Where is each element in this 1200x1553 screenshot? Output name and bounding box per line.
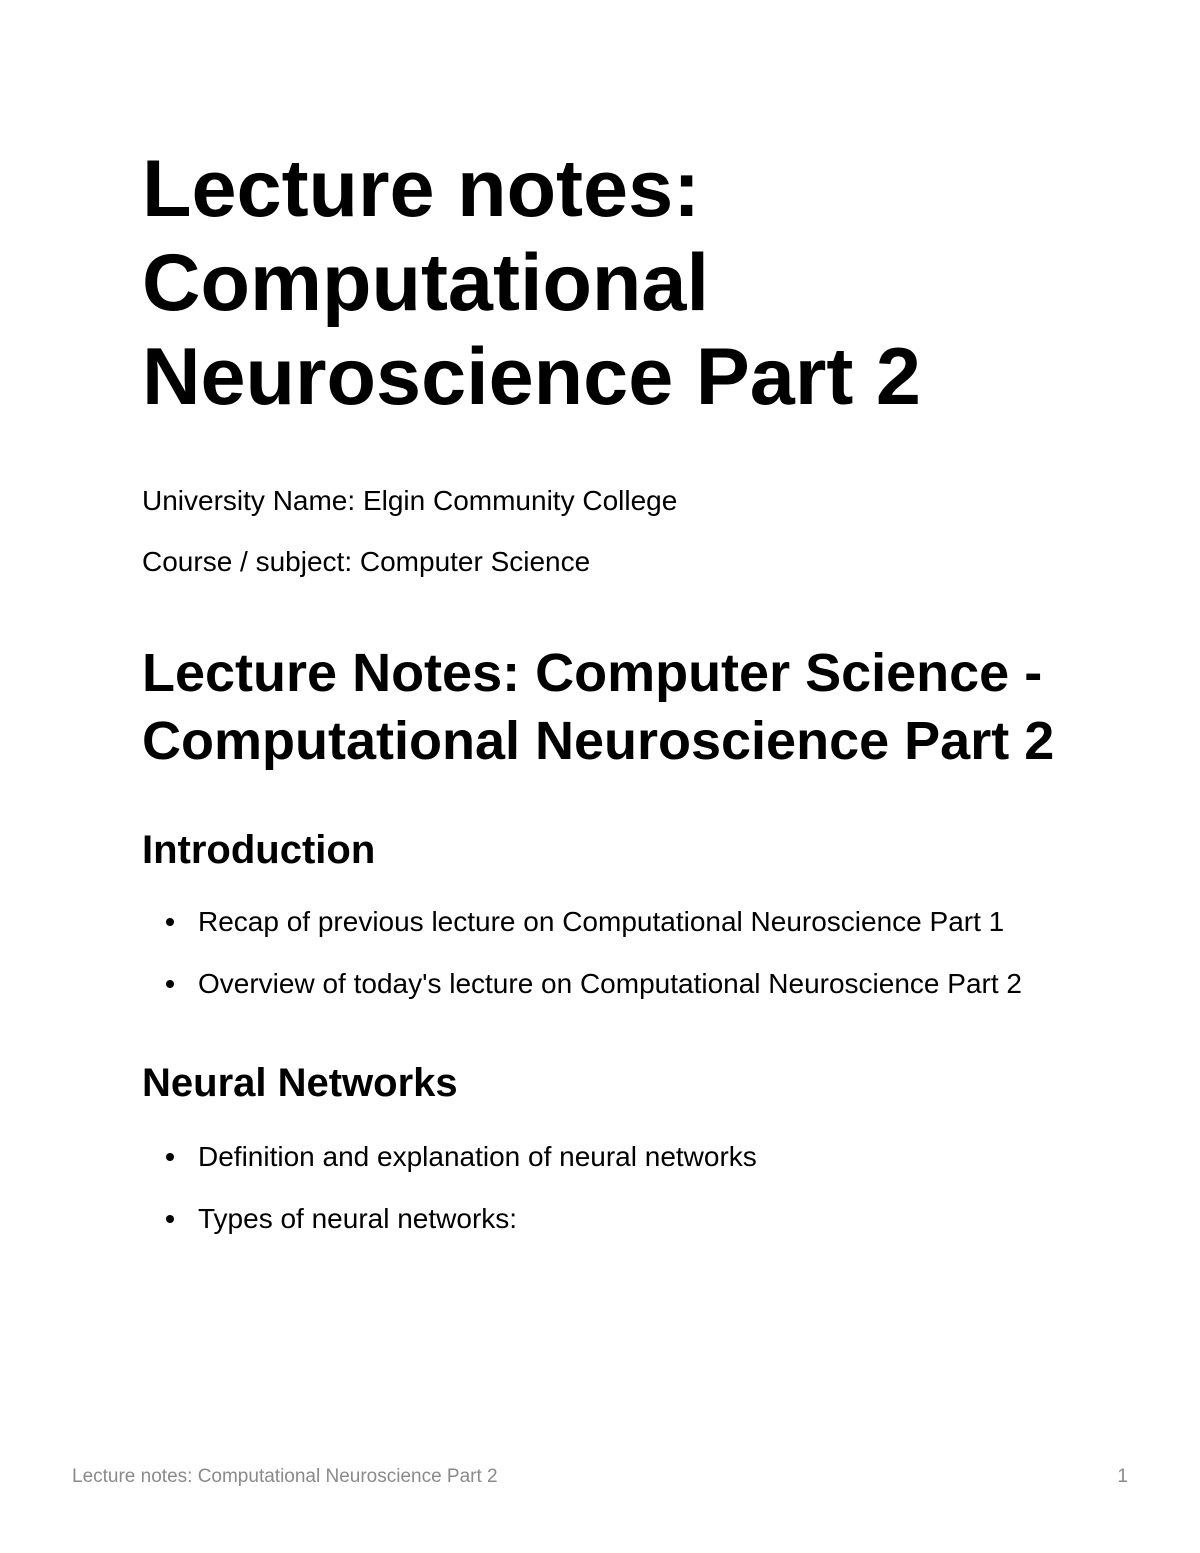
neural-networks-heading: Neural Networks xyxy=(142,1061,458,1105)
bullet-icon xyxy=(166,980,174,988)
introduction-list xyxy=(142,899,1062,1006)
list-item xyxy=(142,961,1062,1006)
footer-title: Lecture notes: Computational Neuroscience Part 2 xyxy=(72,1466,498,1487)
section-heading: Lecture Notes: Computer Science - Computational Neuroscience Part 2 xyxy=(142,643,1055,771)
list-item-text: Overview of today's lecture on Computational Neuroscience Part 2 xyxy=(198,968,1022,999)
bullet-icon xyxy=(166,1153,174,1161)
list-item-text: Recap of previous lecture on Computational Neuroscience Part 1 xyxy=(198,906,1005,937)
introduction-heading: Introduction xyxy=(142,828,376,872)
bullet-icon xyxy=(166,1215,174,1223)
page-footer xyxy=(72,1466,1128,1488)
page-content xyxy=(142,142,1062,1258)
document-title: Lecture notes: Computational Neuroscience Part 2 xyxy=(142,144,921,422)
list-item-text: Definition and explanation of neural networks xyxy=(198,1141,757,1172)
list-item xyxy=(142,899,1062,944)
neural-networks-list xyxy=(142,1134,1062,1241)
list-item-text: Types of neural networks: xyxy=(198,1203,518,1234)
course-subject: Course / subject: Computer Science xyxy=(142,546,591,577)
bullet-icon xyxy=(166,918,174,926)
list-item xyxy=(142,1134,1062,1179)
page-number: 1 xyxy=(1117,1466,1128,1487)
university-name: University Name: Elgin Community College xyxy=(142,485,678,516)
list-item xyxy=(142,1196,1062,1241)
